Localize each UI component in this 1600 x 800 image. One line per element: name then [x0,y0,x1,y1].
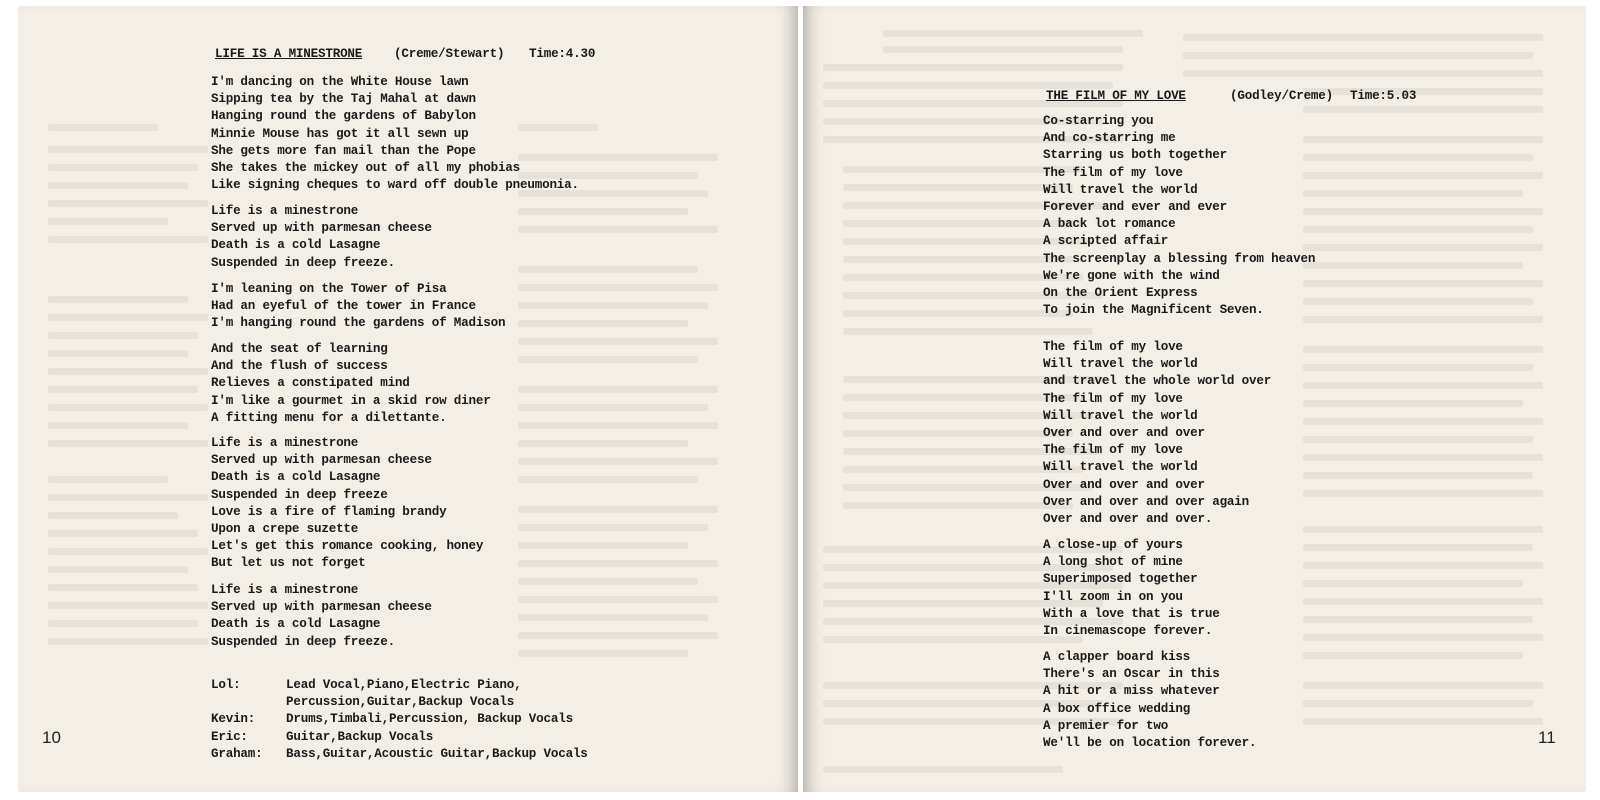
lyric-line: I'm dancing on the White House lawn [211,75,469,89]
credit-row [211,711,588,728]
lyric-line: Co-starring you [1043,114,1154,128]
band-credits [211,677,588,763]
lyric-line: Will travel the world [1043,408,1198,423]
lyric-line: A box office wedding [1043,701,1191,716]
lyric-line: Over and over and over [1043,426,1205,441]
page-number-left: 10 [42,728,61,747]
lyric-line: Over and over and over [1043,477,1205,492]
lyrics-stanza-2 [211,203,432,272]
song-time: Time:5.03 [1350,89,1417,103]
song-authors: (Godley/Creme) [1230,89,1334,103]
lyric-line: To join the Magnificent Seven. [1043,303,1264,318]
lyric-line: A scripted affair [1043,234,1169,249]
credit-name: Eric: [211,729,248,744]
lyric-line: The film of my love [1043,165,1183,180]
left-page [18,6,798,792]
lyric-line: Life is a minestrone [211,204,359,218]
credit-role: Guitar,Backup Vocals [286,729,434,744]
lyric-line: A hit or a miss whatever [1043,684,1220,699]
lyric-line: We're gone with the wind [1043,268,1220,283]
lyric-line: A fitting menu for a dilettante. [211,410,447,425]
credit-row [211,694,588,711]
lyric-line: On the Orient Express [1043,286,1198,301]
credit-role: Drums,Timbali,Percussion, Backup Vocals [286,712,573,727]
credit-name [211,694,286,711]
credit-name: Graham: [211,746,263,761]
lyric-line: Suspended in deep freeze. [211,634,395,649]
lyric-line: But let us not forget [211,556,366,571]
lyric-line: Starring us both together [1043,148,1227,163]
credit-name: Kevin: [211,712,256,727]
credit-role: Lead Vocal,Piano,Electric Piano, [286,678,522,692]
lyrics-stanza-1 [211,74,579,194]
lyric-line: With a love that is true [1043,606,1220,621]
lyrics-stanza-3 [1043,537,1220,640]
page-number-right: 11 [1538,728,1556,747]
lyrics-stanza-4 [1043,649,1256,752]
lyric-line: And the flush of success [211,359,388,374]
song-time: Time:4.30 [529,47,596,61]
lyric-line: Superimposed together [1043,572,1198,587]
lyric-line: Will travel the world [1043,182,1198,197]
lyric-line: I'm hanging round the gardens of Madison [211,316,506,331]
lyric-line: A clapper board kiss [1043,650,1191,664]
lyric-line: Love is a fire of flaming brandy [211,504,447,519]
lyric-line: Let's get this romance cooking, honey [211,539,484,554]
lyric-line: In cinemascope forever. [1043,624,1213,639]
lyric-line: Death is a cold Lasagne [211,617,381,632]
credit-role: Bass,Guitar,Acoustic Guitar,Backup Vocals [286,746,588,761]
lyric-line: Suspended in deep freeze [211,487,388,502]
credit-name: Lol: [211,678,241,692]
lyric-line: Forever and ever and ever [1043,200,1227,215]
lyric-line: Had an eyeful of the tower in France [211,299,476,314]
lyric-line: A long shot of mine [1043,555,1183,570]
song-title: LIFE IS A MINESTRONE [215,47,363,61]
credit-row [211,746,588,763]
lyric-line: A back lot romance [1043,217,1176,232]
lyric-line: Sipping tea by the Taj Mahal at dawn [211,92,476,107]
lyrics-stanza-4 [211,341,491,427]
lyric-line: Suspended in deep freeze. [211,255,395,270]
lyric-line: There's an Oscar in this [1043,667,1220,682]
lyric-line: Over and over and over. [1043,512,1213,527]
lyric-line: The film of my love [1043,443,1183,458]
song-title: THE FILM OF MY LOVE [1046,89,1186,103]
lyric-line: The film of my love [1043,391,1183,406]
lyric-line: And the seat of learning [211,342,388,356]
lyric-line: The screenplay a blessing from heaven [1043,251,1316,266]
lyric-line: Served up with parmesan cheese [211,600,432,615]
lyrics-stanza-3 [211,281,505,333]
right-page [803,6,1586,792]
lyric-line: Life is a minestrone [211,583,359,597]
lyric-line: Death is a cold Lasagne [211,470,381,485]
lyric-line: A premier for two [1043,718,1169,733]
lyric-line: Will travel the world [1043,357,1198,372]
lyrics-stanza-6 [211,582,432,651]
lyric-line: And co-starring me [1043,131,1176,146]
lyric-line: and travel the whole world over [1043,374,1272,389]
lyric-line: Minnie Mouse has got it all sewn up [211,126,469,141]
credit-row [211,677,588,694]
credit-row [211,729,588,746]
lyric-line: Hanging round the gardens of Babylon [211,109,476,124]
lyric-line: Over and over and over again [1043,494,1250,509]
lyric-line: Relieves a constipated mind [211,376,410,391]
lyric-line: I'm leaning on the Tower of Pisa [211,282,447,296]
lyric-line: She gets more fan mail than the Pope [211,143,476,158]
song-authors: (Creme/Stewart) [394,47,505,61]
lyric-line: Death is a cold Lasagne [211,238,381,253]
lyric-line: We'll be on location forever. [1043,736,1257,751]
lyric-line: She takes the mickey out of all my phobias [211,161,521,176]
lyric-line: A close-up of yours [1043,538,1183,552]
lyric-line: I'm like a gourmet in a skid row diner [211,393,491,408]
lyric-line: Like signing cheques to ward off double pneumonia. [211,178,579,193]
lyric-line: Will travel the world [1043,460,1198,475]
lyric-line: Served up with parmesan cheese [211,221,432,236]
lyric-line: I'll zoom in on you [1043,589,1183,604]
lyric-line: The film of my love [1043,340,1183,354]
lyric-line: Life is a minestrone [211,436,359,450]
lyric-line: Upon a crepe suzette [211,522,359,537]
lyric-line: Served up with parmesan cheese [211,453,432,468]
credit-role: Percussion,Guitar,Backup Vocals [286,695,515,710]
lyrics-stanza-5 [211,435,483,573]
lyrics-stanza-1 [1043,113,1315,319]
lyrics-stanza-2 [1043,339,1271,528]
